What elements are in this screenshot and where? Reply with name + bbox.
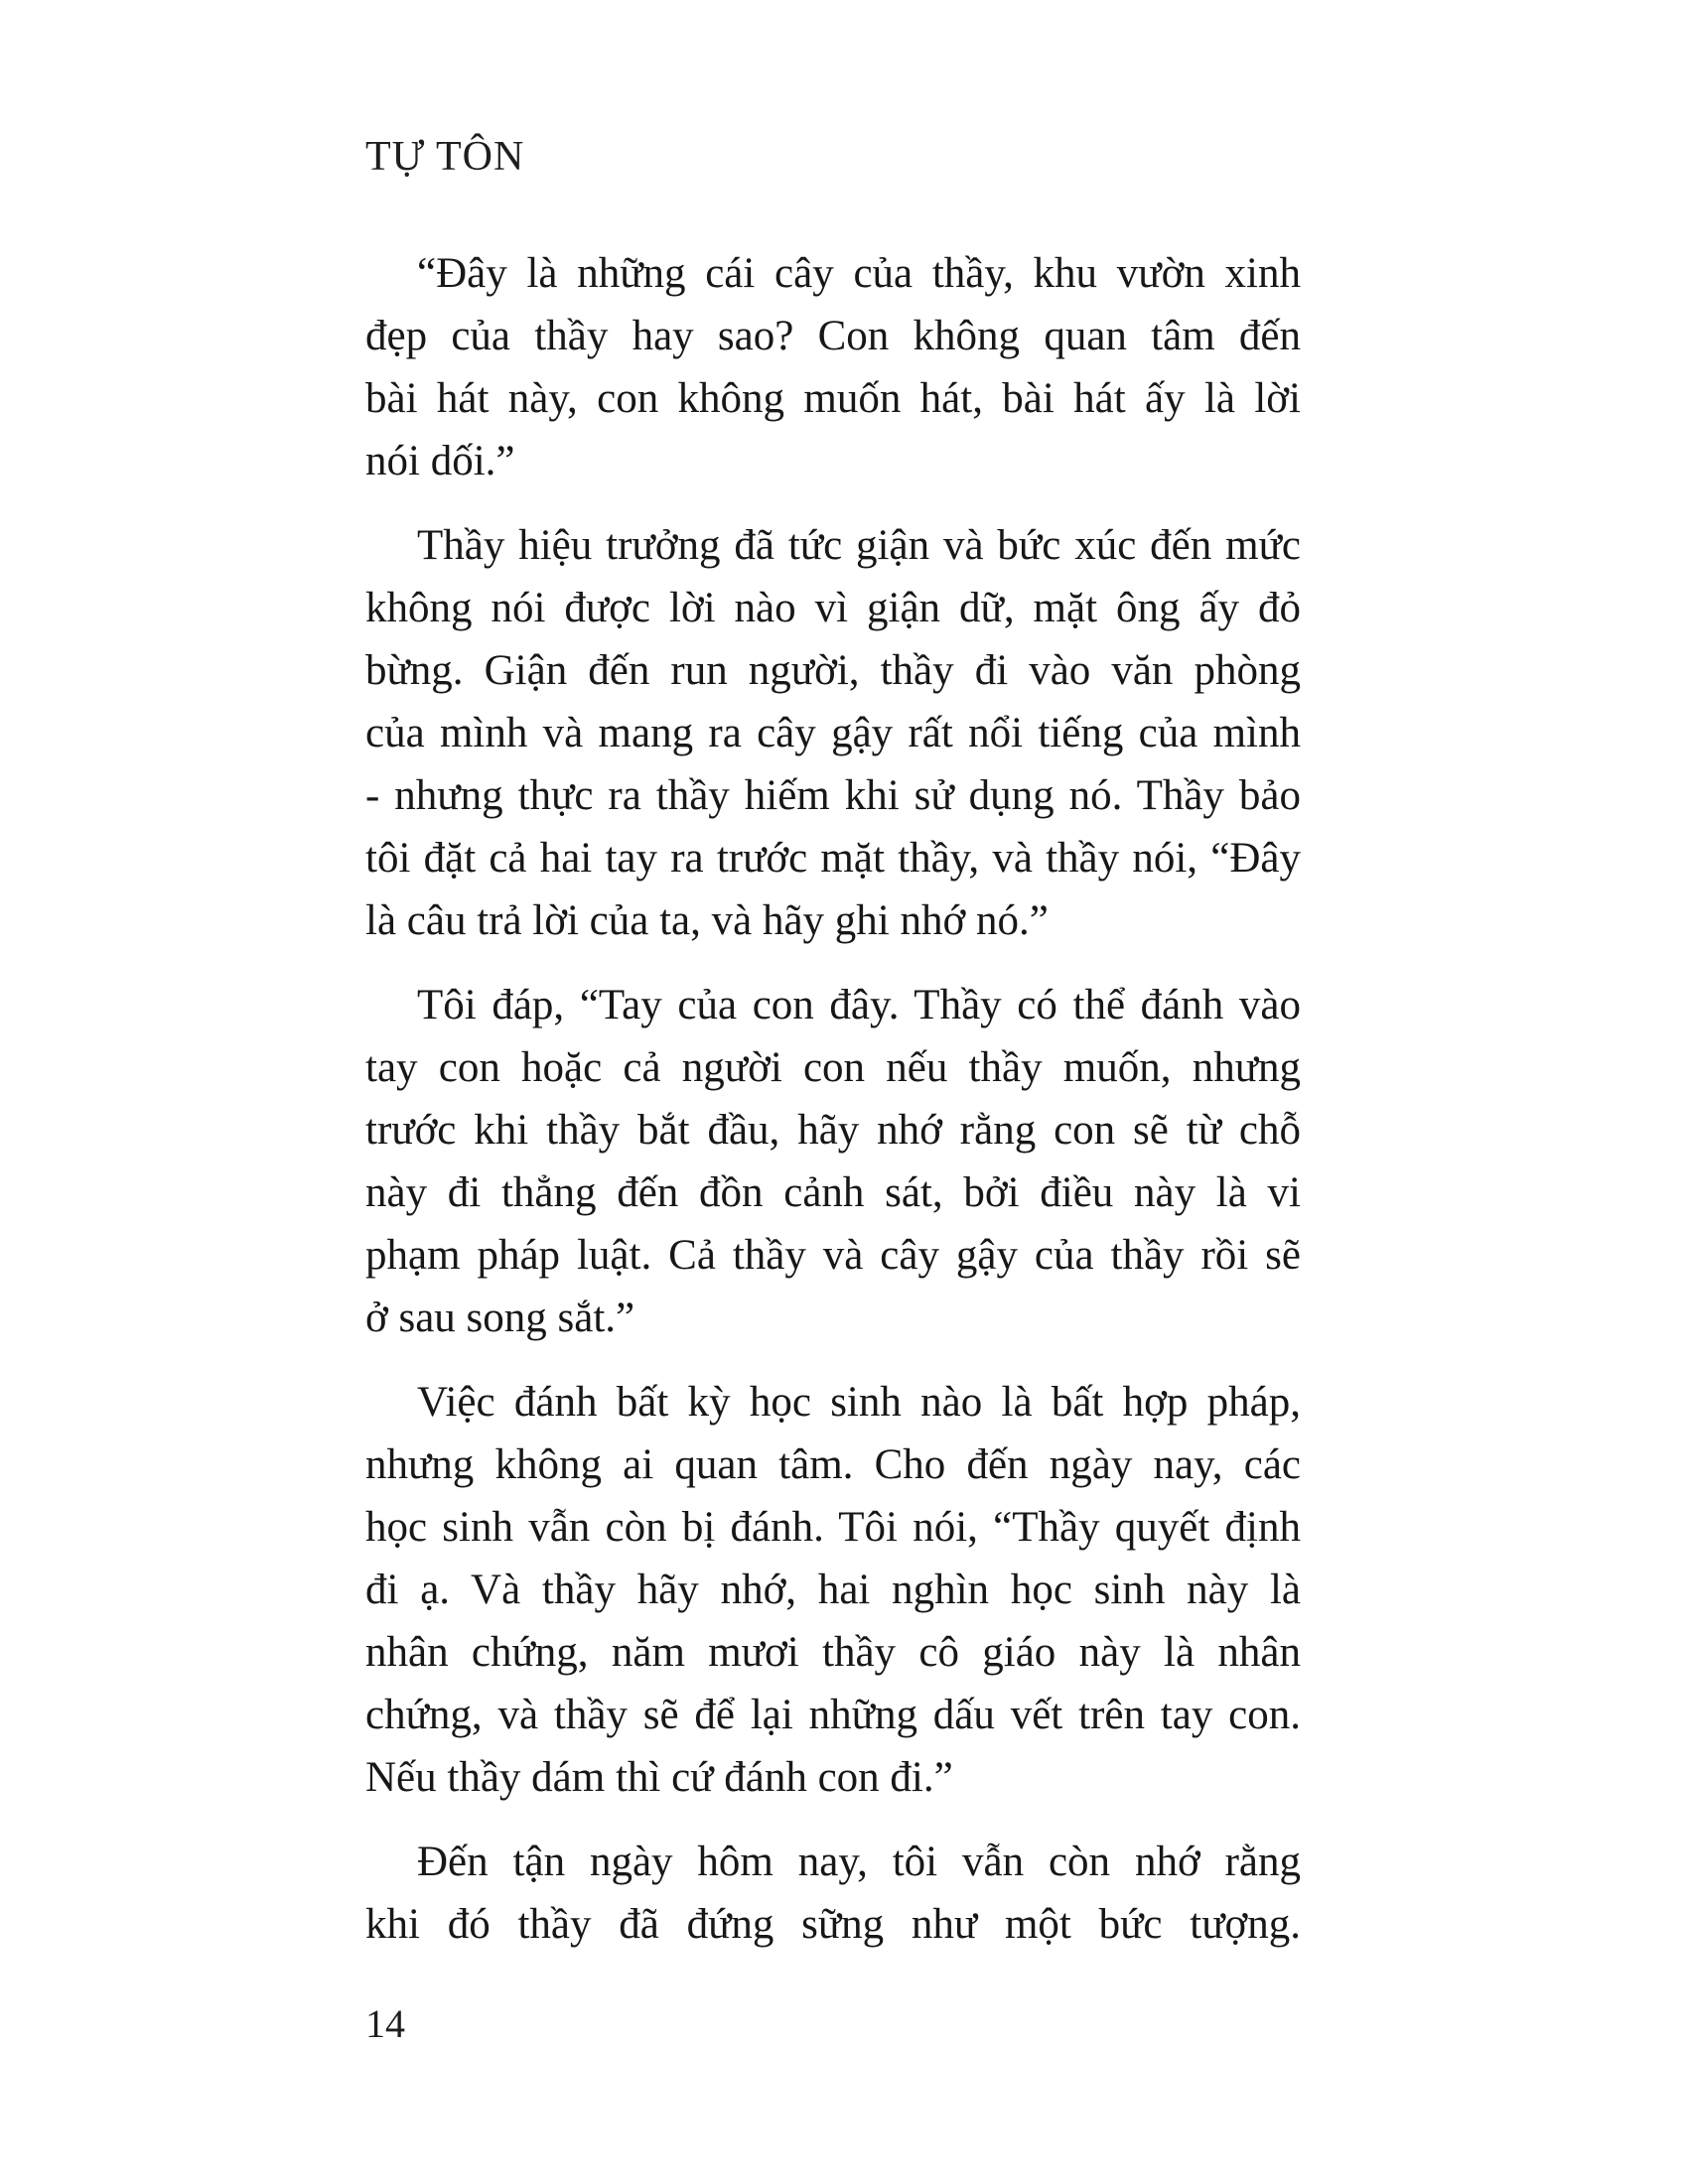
text-line: ở sau song sắt.” <box>365 1295 635 1341</box>
page-number: 14 <box>365 2001 405 2046</box>
text-line: Thầy hiệu trưởng đã tức giận và bức xúc đến mức <box>417 522 1301 569</box>
text-line: không nói được lời nào vì giận dữ, mặt ông ấy đỏ <box>365 585 1301 631</box>
text-line: đẹp của thầy hay sao? Con không quan tâm đến <box>365 313 1301 359</box>
paragraph-1 <box>365 242 1301 492</box>
text-line: này đi thẳng đến đồn cảnh sát, bởi điều này là vi <box>365 1169 1301 1216</box>
chapter-header: TỰ TÔN <box>365 134 525 180</box>
paragraph-3 <box>365 974 1301 1349</box>
text-line: “Đây là những cái cây của thầy, khu vườn xinh <box>417 250 1301 297</box>
text-line: bừng. Giận đến run người, thầy đi vào văn phòng <box>365 647 1301 694</box>
paragraph-5 <box>365 1831 1301 1956</box>
text-line: chứng, và thầy sẽ để lại những dấu vết trên tay con. <box>365 1692 1301 1738</box>
text-line: trước khi thầy bắt đầu, hãy nhớ rằng con sẽ từ chỗ <box>365 1107 1301 1154</box>
body-text <box>365 242 1301 1956</box>
paragraph-4 <box>365 1371 1301 1809</box>
text-line: của mình và mang ra cây gậy rất nổi tiếng của mình <box>365 710 1301 756</box>
text-line: tay con hoặc cả người con nếu thầy muốn, nhưng <box>365 1044 1301 1091</box>
text-line: - nhưng thực ra thầy hiếm khi sử dụng nó. Thầy bảo <box>365 772 1301 819</box>
text-line: nói dối.” <box>365 438 515 484</box>
text-line: nhưng không ai quan tâm. Cho đến ngày nay, các <box>365 1441 1301 1488</box>
text-line: nhân chứng, năm mươi thầy cô giáo này là nhân <box>365 1629 1301 1676</box>
text-line: đi ạ. Và thầy hãy nhớ, hai nghìn học sinh này là <box>365 1567 1301 1613</box>
text-line: phạm pháp luật. Cả thầy và cây gậy của thầy rồi sẽ <box>365 1232 1301 1279</box>
text-line: học sinh vẫn còn bị đánh. Tôi nói, “Thầy quyết định <box>365 1504 1301 1551</box>
text-line: Việc đánh bất kỳ học sinh nào là bất hợp pháp, <box>417 1379 1301 1426</box>
text-line: Đến tận ngày hôm nay, tôi vẫn còn nhớ rằng <box>417 1839 1301 1885</box>
text-line: tôi đặt cả hai tay ra trước mặt thầy, và thầy nói, “Đây <box>365 835 1301 882</box>
text-line: là câu trả lời của ta, và hãy ghi nhớ nó.” <box>365 897 1049 944</box>
paragraph-2 <box>365 514 1301 952</box>
text-line: Tôi đáp, “Tay của con đây. Thầy có thể đánh vào <box>417 982 1301 1028</box>
text-line: Nếu thầy dám thì cứ đánh con đi.” <box>365 1754 953 1801</box>
text-line: bài hát này, con không muốn hát, bài hát ấy là lời <box>365 375 1301 422</box>
text-line: khi đó thầy đã đứng sững như một bức tượng. <box>365 1901 1301 1948</box>
